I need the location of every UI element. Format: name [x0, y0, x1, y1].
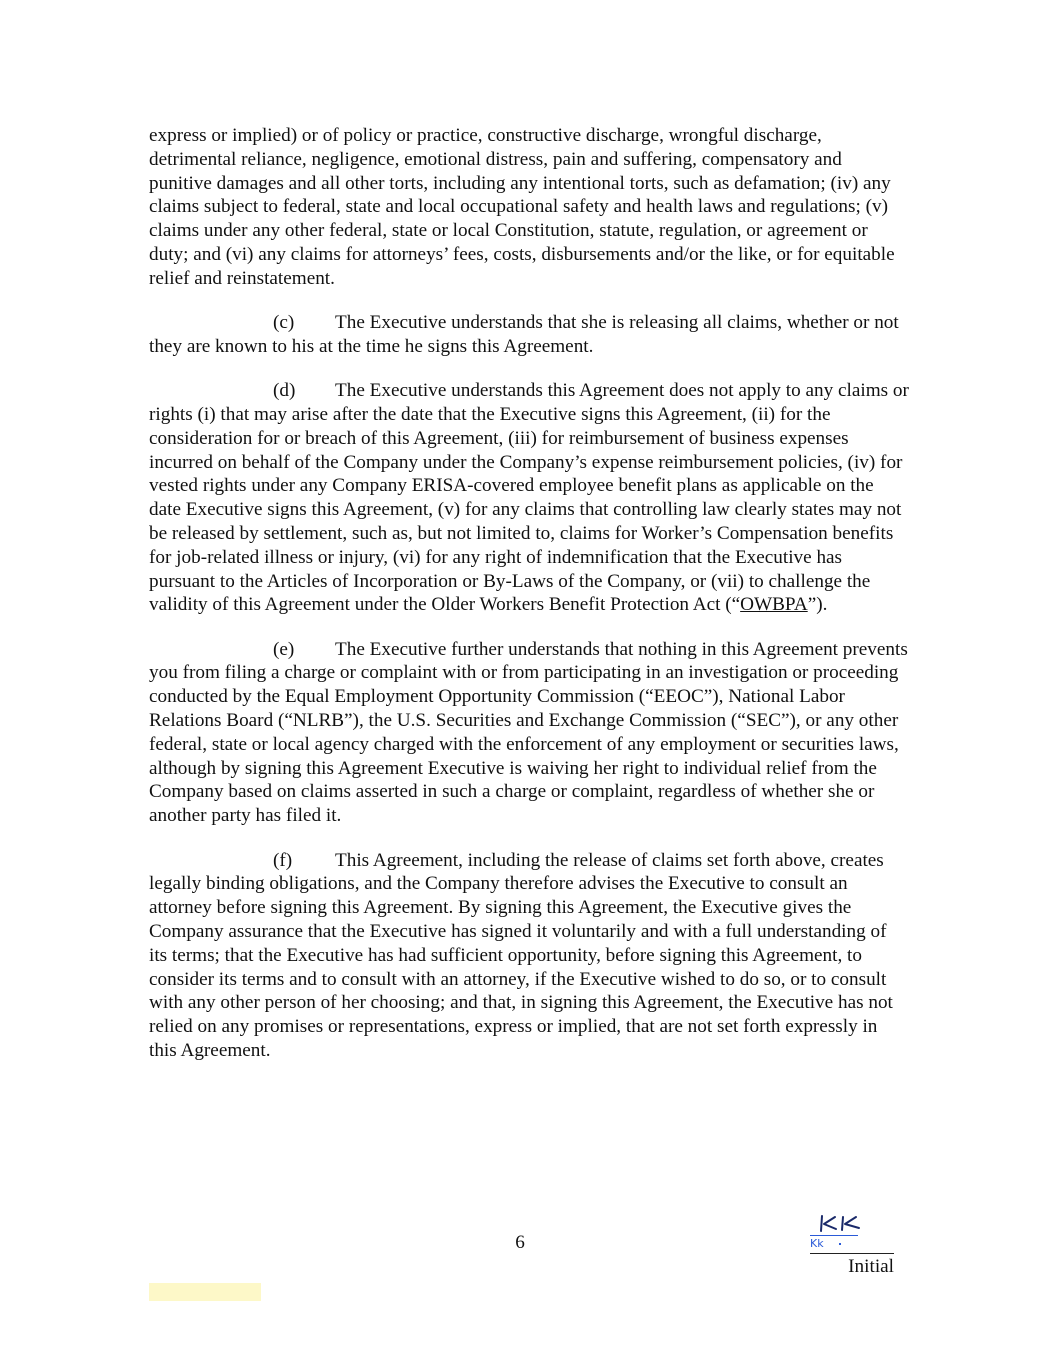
paragraph-label: (f) — [273, 849, 293, 871]
page-number: 6 — [515, 1232, 525, 1253]
paragraph-text: The Executive understands that she is releasing all claims, whether or not they are known to his at the time he signs this Agreement. — [149, 312, 899, 357]
initial-line — [810, 1253, 894, 1254]
paragraph-b-continued — [149, 124, 909, 291]
initial-label: Initial — [848, 1256, 894, 1277]
paragraph-c — [149, 311, 909, 359]
stamp-dot — [839, 1243, 841, 1245]
paragraph-label: (e) — [273, 638, 295, 660]
paragraph-text: This Agreement, including the release of claims set forth above, creates legally binding obligations, and the Company therefore advises the Executive to consult an attorney before signing this Agreement. By signing this Agreement, the Executive gives the Company assurance that the Executive has signed it voluntarily and with a full understanding of its terms; that the Executive has had sufficient opportunity, before signing this Agreement, to consider its terms and to consult with an attorney, if the Executive wished to do so, or to consult with any other person of her choosing; and that, in signing this Agreement, the Executive has not relied on any promises or representations, express or implied, that are not set forth expressly in this Agreement. — [149, 849, 893, 1061]
handwritten-initials — [818, 1212, 862, 1234]
paragraph-text: The Executive further understands that nothing in this Agreement prevents you from filing a charge or complaint with or from participating in an investigation or proceeding conducted by the Equal Employment Opportunity Commission (“EEOC”), National Labor Relations Board (“NLRB”), the U.S. Securities and Exchange Commission (“SEC”), or any other federal, state or local agency charged with the enforcement of any employment or securities laws, although by signing this Agreement Executive is waiving her right to individual relief from the Company based on claims asserted in such a charge or complaint, regardless of whether she or another party has filed it. — [149, 638, 908, 827]
paragraph-text: The Executive understands this Agreement does not apply to any claims or rights (i) that may arise after the date that the Executive signs this Agreement, (ii) for the consideration for or breach of this Agreement, (iii) for reimbursement of business expenses incurred on behalf of the Company under the Company’s expense reimbursement policies, (iv) for vested rights under any Company ERISA-covered employee benefit plans as applicable on the date Executive signs this Agreement, (v) for any claims that controlling law clearly states may not be released by settlement, such as, but not limited to, claims for Worker’s Compensation benefits for job-related illness or injury, (vi) for any right of indemnification that the Executive has pursuant to the Articles of Incorporation or By-Laws of the Company, or (vii) to challenge the validity of this Agreement under the Older Workers Benefit Protection Act (“ — [149, 380, 909, 616]
initial-block — [810, 1212, 896, 1282]
paragraph-text: express or implied) or of policy or practice, constructive discharge, wrongful discharge, detrimental reliance, negligence, emotional distress, pain and suffering, compensatory and punitive damages and all other torts, including any intentional torts, such as defamation; (iv) any claims subject to federal, state and local occupational safety and health laws and regulations; (v) claims under any other federal, state or local Constitution, statute, regulation, or agreement or duty; and (vi) any claims for attorneys’ fees, costs, disbursements and/or the like, or for equitable relief and reinstatement. — [149, 125, 895, 289]
document-body — [149, 124, 909, 1083]
paragraph-f — [149, 849, 909, 1063]
paragraph-text-end: ”). — [807, 594, 828, 616]
paragraph-e — [149, 638, 909, 828]
highlight-mark — [149, 1283, 261, 1301]
initials-stamp: Kk — [810, 1235, 858, 1250]
paragraph-label: (d) — [273, 380, 296, 402]
paragraph-label: (c) — [273, 312, 295, 334]
paragraph-d — [149, 379, 909, 617]
defined-term-owbpa: OWBPA — [740, 594, 808, 616]
